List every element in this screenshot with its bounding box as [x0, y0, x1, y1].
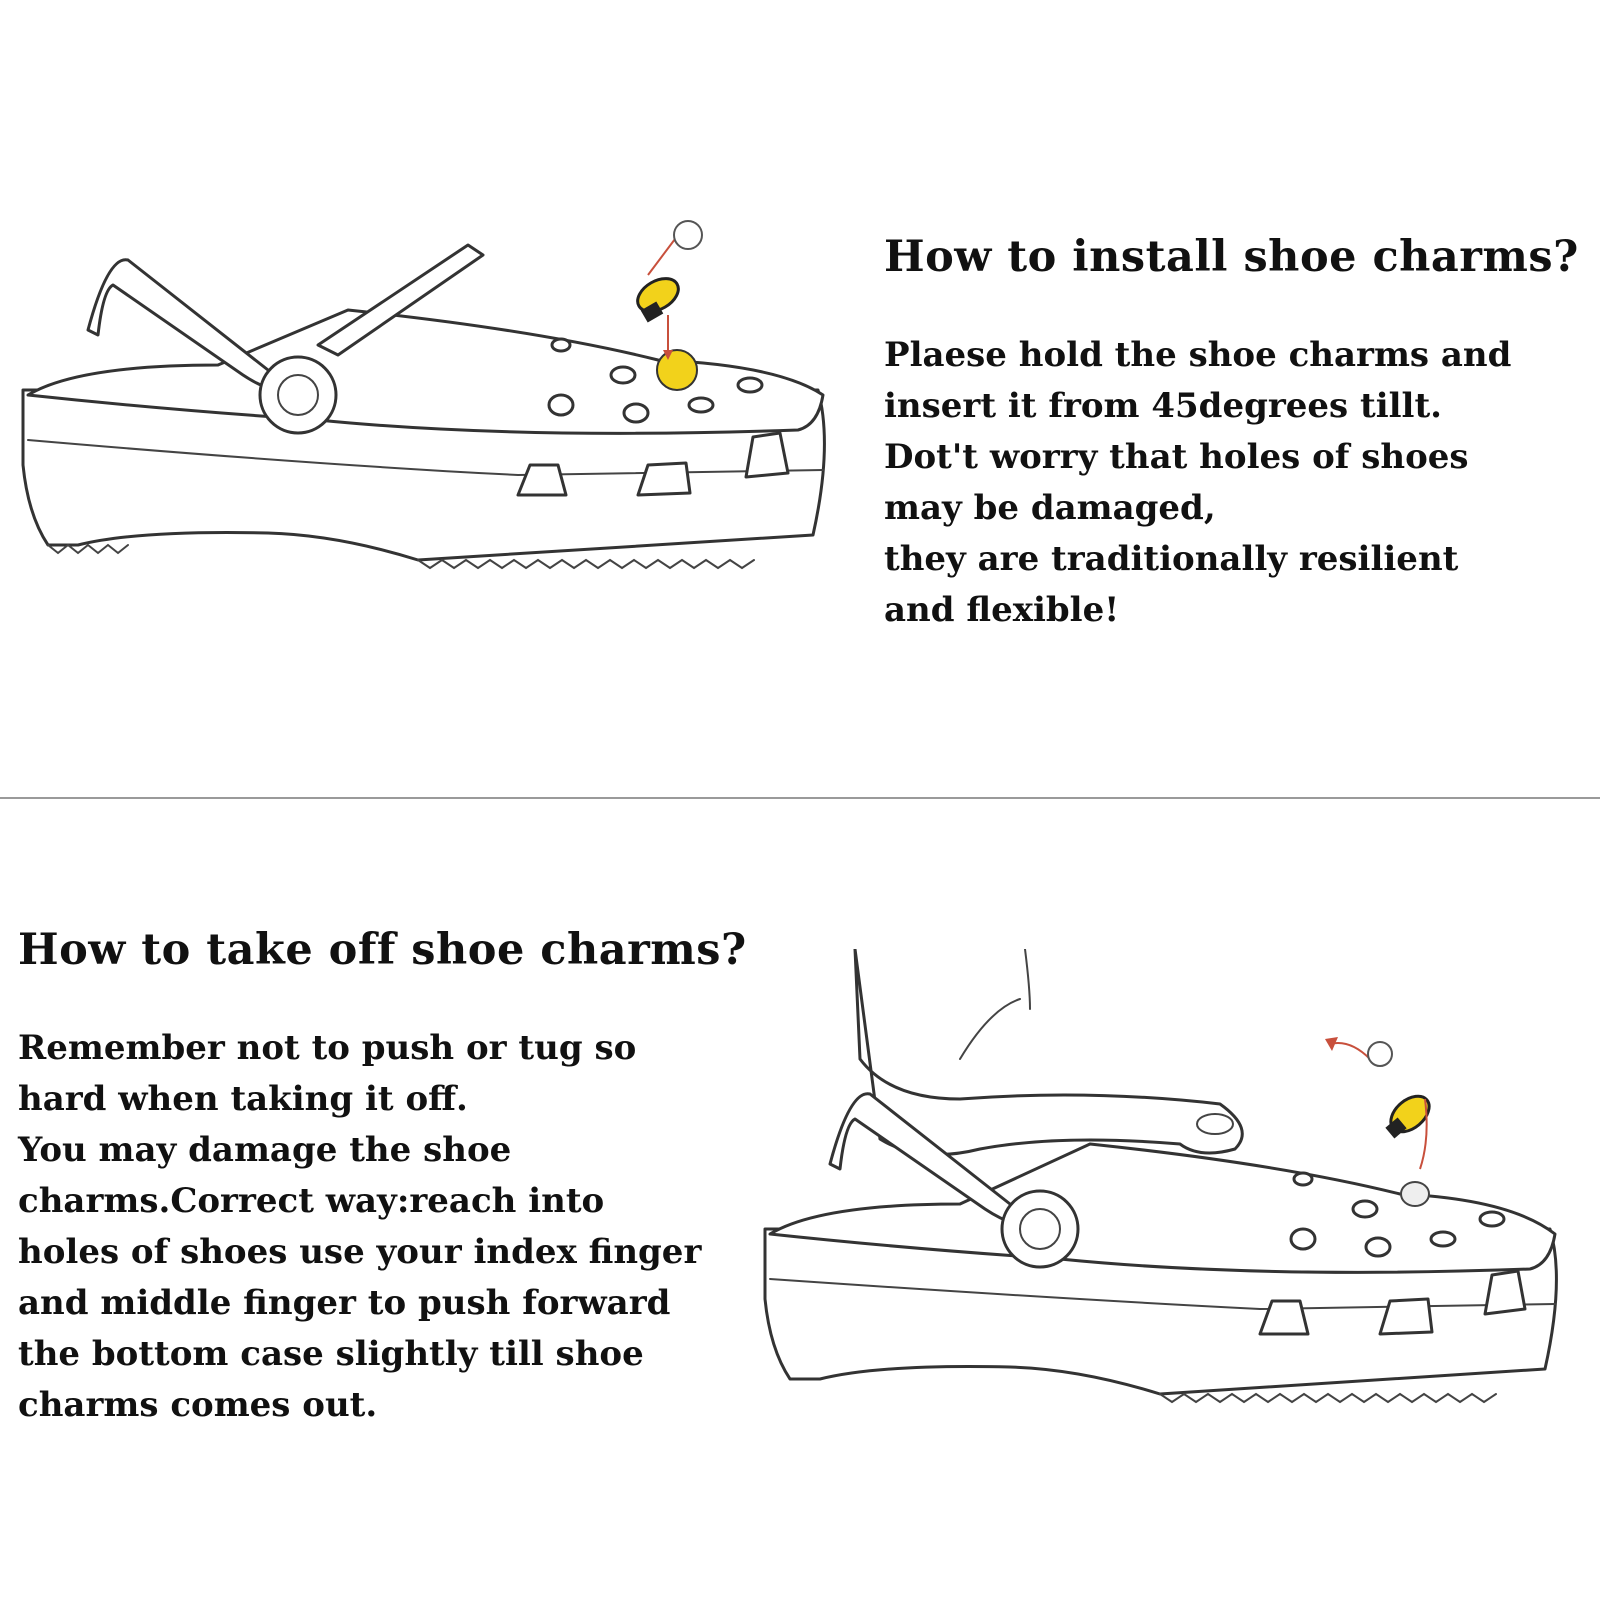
sole-vent [638, 463, 690, 495]
strap-rivet [1002, 1191, 1078, 1267]
clog-hole [1353, 1201, 1377, 1217]
clog-hole [1294, 1173, 1312, 1185]
install-section [0, 0, 1600, 797]
clog-hole [549, 395, 573, 415]
instruction-line: they are traditionally resilient [884, 539, 1459, 579]
instruction-line: charms comes out. [18, 1385, 378, 1425]
remove-instructions [18, 1023, 701, 1431]
clog-hole [689, 398, 713, 412]
clog-hole [1366, 1238, 1390, 1256]
instruction-line: and middle finger to push forward [18, 1283, 671, 1323]
install-clog-illustration [18, 215, 868, 635]
instruction-line: Remember not to push or tug so [18, 1028, 637, 1068]
remove-section [0, 799, 1600, 1600]
instruction-line: Dot't worry that holes of shoes [884, 437, 1469, 477]
instruction-line: You may damage the shoe [18, 1130, 512, 1170]
instruction-line: hard when taking it off. [18, 1079, 468, 1119]
hand-icon [855, 949, 1242, 1155]
sole-vent [1380, 1299, 1432, 1334]
instruction-line: the bottom case slightly till shoe [18, 1334, 644, 1374]
remove-clog-illustration [760, 949, 1600, 1449]
charm-remove-icon [1325, 1037, 1436, 1169]
install-instructions [884, 330, 1511, 636]
sole-vent [1485, 1271, 1525, 1314]
clog-hole [1480, 1212, 1504, 1226]
clog-hole [624, 404, 648, 422]
clog-hole [552, 339, 570, 351]
install-heading: How to install shoe charms? [884, 232, 1579, 282]
clog-hole [1291, 1229, 1315, 1249]
smiley-charm-icon [657, 350, 697, 390]
instruction-line: may be damaged, [884, 488, 1216, 528]
charm-base-icon [1401, 1182, 1429, 1206]
clog-hole [738, 378, 762, 392]
instruction-line: insert it from 45degrees tillt. [884, 386, 1442, 426]
instruction-line: and flexible! [884, 590, 1120, 630]
finger-crease [960, 949, 1030, 1059]
strap-rivet [260, 357, 336, 433]
sole-tread [1160, 1394, 1496, 1402]
charm-insert-icon [632, 221, 702, 360]
clog-hole [611, 367, 635, 383]
clog-hole [1431, 1232, 1455, 1246]
instruction-line: charms.Correct way:reach into [18, 1181, 605, 1221]
instruction-line: holes of shoes use your index finger [18, 1232, 702, 1272]
sole-vent [746, 433, 788, 477]
remove-heading: How to take off shoe charms? [18, 925, 747, 975]
instruction-line: Plaese hold the shoe charms and [884, 335, 1512, 375]
